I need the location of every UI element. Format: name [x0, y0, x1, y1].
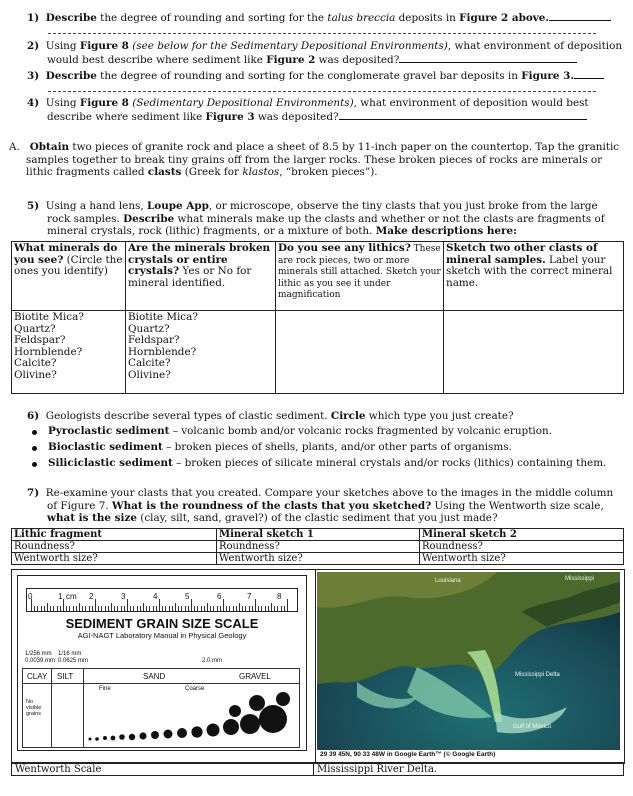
- ruler-tick: [111, 603, 112, 611]
- divider: [23, 683, 299, 684]
- ruler-tick: [114, 606, 115, 611]
- col-header: Lithic fragment: [14, 529, 102, 540]
- ruler-tick: [98, 606, 99, 611]
- grain-illustration: [85, 691, 297, 745]
- q2-number: 2): [27, 40, 40, 52]
- ruler-tick: [287, 599, 288, 611]
- q7-number: 7): [27, 487, 40, 499]
- col-header: Mineral sketch 1: [219, 529, 314, 540]
- ruler-tick: [204, 606, 205, 611]
- roundness-label: Roundness?: [14, 541, 75, 552]
- header-lithics: [276, 242, 444, 311]
- ruler-tick: [89, 606, 90, 611]
- ruler-number: 0: [28, 592, 33, 601]
- col-header: Mineral sketch 2: [422, 529, 517, 540]
- ruler-tick: [181, 606, 182, 611]
- ruler-tick: [236, 606, 237, 611]
- ruler-tick: [50, 606, 51, 611]
- ruler-tick: [146, 606, 147, 611]
- q2-answer-line[interactable]: [399, 53, 577, 63]
- ruler-tick: [121, 606, 122, 611]
- mississippi-label: Mississippi: [565, 576, 595, 582]
- q7-roundness-question: What is the roundness of the clasts that you sketched?: [111, 499, 432, 512]
- roundness-cell[interactable]: [420, 541, 624, 553]
- q4-number: 4): [27, 97, 40, 109]
- section-a-verb: Obtain: [29, 141, 70, 153]
- q5-text-3: rock samples.: [47, 212, 124, 225]
- mineral-option[interactable]: Calcite?: [14, 357, 57, 370]
- wentworth-label: Wentworth size?: [219, 553, 303, 564]
- section-a: [9, 141, 624, 179]
- ruler-tick: [140, 606, 141, 611]
- satellite-caption: 29 39 45N, 90 33 48W in Google Earth™ (© Google Earth): [320, 751, 496, 758]
- loupe-app-term: Loupe App: [146, 200, 209, 212]
- lithic-sketch-cell[interactable]: [276, 311, 444, 394]
- ruler-tick: [226, 606, 227, 611]
- q5-make-descriptions: Make descriptions here:: [375, 225, 517, 238]
- roundness-cell[interactable]: [12, 541, 217, 553]
- minerals-list[interactable]: [12, 311, 126, 394]
- mineral-option[interactable]: Biotite Mica?: [128, 311, 198, 323]
- table-body-row: [12, 311, 624, 394]
- ruler-tick: [191, 599, 192, 611]
- ruler-tick: [261, 606, 262, 611]
- ruler-tick: [249, 606, 250, 611]
- mineral-option[interactable]: Calcite?: [128, 357, 171, 370]
- q1-verb: Describe: [45, 12, 97, 24]
- q2-figure-2: Figure 2: [266, 53, 316, 66]
- col-mineral-sketch-2: [420, 529, 624, 541]
- q4-text: Using: [45, 97, 80, 109]
- ruler-tick: [34, 606, 35, 611]
- ruler-tick: [242, 606, 243, 611]
- bullet-icon: [32, 462, 37, 467]
- ruler-tick: [149, 606, 150, 611]
- caption-wentworth: [11, 762, 314, 776]
- ruler-tick: [108, 606, 109, 611]
- ruler-number: 6: [217, 592, 222, 601]
- ruler-tick: [268, 606, 269, 611]
- ruler-tick: [69, 606, 70, 611]
- caption-left-text: Wentworth Scale: [15, 764, 102, 775]
- ruler-tick: [175, 603, 176, 611]
- mineral-option[interactable]: Biotite Mica?: [14, 311, 84, 323]
- roundness-label: Roundness?: [422, 541, 483, 552]
- ruler-tick: [130, 606, 131, 611]
- header-4-text: Label your sketch with the correct mineral name.: [446, 253, 613, 289]
- ruler-number: 2: [89, 592, 94, 601]
- ruler-tick: [82, 606, 83, 611]
- boundary-label: 0.0039 mm: [25, 658, 56, 664]
- ruler-tick: [194, 606, 195, 611]
- boundary-silt-sand: [58, 651, 88, 665]
- ruler-tick: [63, 599, 64, 611]
- wentworth-cell[interactable]: [217, 553, 420, 565]
- mineral-option[interactable]: Olivine?: [128, 368, 171, 381]
- ruler-tick: [44, 606, 45, 611]
- ruler-tick: [133, 606, 134, 611]
- col-mineral-sketch-1: [217, 529, 420, 541]
- ruler-tick: [245, 606, 246, 611]
- mineral-option[interactable]: Olivine?: [14, 368, 57, 381]
- ruler-tick: [197, 606, 198, 611]
- clay-label: CLAY: [27, 672, 48, 681]
- question-5: [27, 200, 627, 238]
- louisiana-label: Louisiana: [435, 578, 461, 584]
- q3-end: .: [570, 70, 574, 82]
- q1-answer-rule[interactable]: [48, 33, 596, 34]
- boundary-clay-silt: [25, 651, 55, 665]
- broken-crystals-list[interactable]: [126, 311, 276, 394]
- caption-right-text: Mississippi River Delta.: [317, 764, 438, 775]
- ruler-tick: [265, 606, 266, 611]
- ruler-tick: [258, 606, 259, 611]
- boundary-sand-gravel: 2.0 mm: [202, 658, 223, 664]
- ruler-tick: [124, 606, 125, 611]
- ruler-tick: [284, 606, 285, 611]
- q6-text-2: which type you just create?: [365, 410, 514, 422]
- mineral-option[interactable]: Feldspar?: [14, 334, 66, 347]
- ruler-tick: [255, 599, 256, 611]
- gulf-label: Gulf of Mexico: [513, 724, 552, 730]
- ruler-tick: [229, 606, 230, 611]
- q7-size-question: what is the size: [47, 512, 137, 525]
- section-a-line-3c: , “broken pieces”).: [279, 166, 378, 179]
- q6-circle: Circle: [330, 410, 366, 422]
- ruler-tick: [274, 606, 275, 611]
- q1-number: 1): [27, 12, 40, 24]
- wentworth-cell[interactable]: [12, 553, 217, 565]
- header-3-text: These are rock pieces, two or more minerals still attached. Sketch your lithic as you see it under magnification: [278, 244, 441, 301]
- no-visible-grains-label: No visible grains: [26, 699, 42, 717]
- ruler-tick: [169, 606, 170, 611]
- ruler-tick: [165, 606, 166, 611]
- q3-text: the degree of rounding and sorting for the conglomerate gravel bar deposits in: [96, 70, 522, 82]
- q4-text-3: describe where sediment like: [47, 110, 206, 123]
- q2-italic: (see below for the Sedimentary Depositional Environments): [128, 40, 448, 52]
- question-1: [27, 11, 627, 25]
- q4-figure-3: Figure 3: [205, 110, 255, 123]
- siliciclastic-desc: – broken pieces of silicate mineral crystals and/or rocks (lithics) containing them.: [172, 457, 607, 469]
- q7-text-2: of Figure 7.: [47, 499, 112, 512]
- header-minerals-seen: [12, 242, 126, 311]
- ruler-tick: [117, 606, 118, 611]
- ruler-tick: [76, 606, 77, 611]
- q4-figure-8: Figure 8: [79, 97, 129, 109]
- ruler-tick: [47, 603, 48, 611]
- silt-label: SILT: [57, 672, 74, 681]
- scale-subtitle: AGI-NAGT Laboratory Manual in Physical Geology: [77, 631, 247, 640]
- header-broken-crystals: [126, 242, 276, 311]
- q5-describe: Describe: [123, 212, 175, 225]
- mississippi-delta-satellite: [317, 572, 620, 750]
- boundary-label: 1/16 mm: [58, 651, 82, 657]
- ruler-tick: [41, 606, 42, 611]
- ruler-tick: [223, 599, 224, 611]
- q2-text-4: was deposited?: [315, 53, 400, 66]
- sediment-type-siliciclastic[interactable]: [48, 457, 628, 470]
- ruler-tick: [57, 606, 58, 611]
- ruler-tick: [92, 606, 93, 611]
- mineral-option[interactable]: Quartz?: [14, 322, 56, 335]
- q3-answer-line[interactable]: [574, 69, 604, 79]
- ruler-tick: [252, 606, 253, 611]
- q3-number: 3): [27, 70, 40, 82]
- ruler-tick: [105, 606, 106, 611]
- ruler-tick: [178, 606, 179, 611]
- wentworth-cell[interactable]: [420, 553, 624, 565]
- ruler-number: 8: [277, 592, 282, 601]
- ruler-tick: [153, 606, 154, 611]
- satellite-image: [317, 572, 620, 750]
- q3-answer-rule[interactable]: [48, 91, 596, 92]
- q5-text-2: , or microscope, observe the tiny clasts that you just broke from the large: [208, 200, 598, 212]
- ruler-tick: [281, 606, 282, 611]
- q7-text-3: Using the Wentworth size scale,: [431, 499, 604, 512]
- divider: [83, 669, 84, 747]
- q1-text-2: deposits in: [395, 12, 460, 24]
- divider: [51, 669, 52, 747]
- section-a-line-3: lithic fragments called: [26, 166, 148, 179]
- delta-label: Mississippi Delta: [515, 672, 560, 678]
- ruler-tick: [66, 606, 67, 611]
- section-a-line-2: samples together to break tiny grains off from the larger rocks. These broken pieces of rocks are minerals or: [26, 153, 603, 166]
- header-sketch-clasts: [444, 242, 624, 311]
- ruler-tick: [217, 606, 218, 611]
- ruler-tick: [156, 606, 157, 611]
- section-a-line-1: two pieces of granite rock and place a sheet of 8.5 by 11-inch paper on the countertop. Tap the granitic: [69, 141, 620, 153]
- mineral-option[interactable]: Feldspar?: [128, 334, 180, 347]
- klastos-term: klastos: [242, 166, 280, 179]
- q6-number: 6): [27, 410, 40, 422]
- ruler-tick: [85, 606, 86, 611]
- q5-number: 5): [27, 200, 40, 212]
- ruler-tick: [73, 606, 74, 611]
- clasts-term: clasts: [147, 166, 182, 179]
- ruler-tick: [143, 603, 144, 611]
- q6-text: Geologists describe several types of clastic sediment.: [45, 410, 331, 422]
- boundary-label: 1/256 mm: [25, 651, 52, 657]
- q4-text-4: was deposited?: [254, 110, 339, 123]
- q5-text-5: mineral crystals, rock (lithic) fragments, or a mixture of both.: [47, 225, 376, 238]
- ruler-tick: [79, 603, 80, 611]
- question-4: [27, 97, 627, 123]
- bioclastic-desc: – broken pieces of shells, plants, and/or other parts of organisms.: [162, 441, 512, 453]
- caption-delta: [314, 762, 624, 776]
- header-4-bold: Sketch two other clasts of mineral samples.: [446, 242, 598, 266]
- q1-text: the degree of rounding and sorting for the: [96, 12, 328, 24]
- ruler-tick: [127, 599, 128, 611]
- q3-verb: Describe: [45, 70, 97, 82]
- header-2-bold: Are the minerals broken crystals or entire crystals?: [128, 242, 271, 278]
- q2-text: Using: [45, 40, 80, 52]
- q4-italic: (Sedimentary Depositional Environments): [128, 97, 354, 109]
- bioclastic-term: Bioclastic sediment: [48, 441, 163, 453]
- ruler-tick: [277, 606, 278, 611]
- ruler-tick: [188, 606, 189, 611]
- pyroclastic-desc: – volcanic bomb and/or volcanic rocks fragmented by volcanic eruption.: [169, 425, 552, 437]
- gravel-label: GRAVEL: [239, 672, 271, 681]
- q5-text: Using a hand lens,: [45, 200, 147, 212]
- q4-text-2: , what environment of deposition would best: [353, 97, 589, 109]
- ruler-tick: [185, 606, 186, 611]
- q2-text-2: , what environment of deposition: [447, 40, 623, 52]
- ruler-tick: [271, 603, 272, 611]
- ruler-tick: [162, 606, 163, 611]
- coarse-label: Coarse: [185, 686, 205, 692]
- clast-sketch-cell[interactable]: [444, 311, 624, 394]
- q2-text-3: would best describe where sediment like: [47, 53, 267, 66]
- section-a-letter: A.: [9, 141, 20, 153]
- question-7: [27, 487, 627, 525]
- ruler-tick: [95, 599, 96, 611]
- question-3: [27, 69, 627, 83]
- ruler-unit: cm: [66, 592, 77, 601]
- header-2-text: Yes or No for mineral identified.: [128, 265, 252, 289]
- ruler-tick: [137, 606, 138, 611]
- header-1-bold: What minerals do you see?: [14, 242, 118, 266]
- bullet-icon: [32, 446, 37, 451]
- sediment-type-bioclastic[interactable]: [48, 441, 628, 454]
- q7-text: Re-examine your clasts that you created. Compare your sketches above to the images in the middle column: [45, 487, 614, 499]
- ruler-number: 1: [58, 592, 63, 601]
- ruler-number: 3: [121, 592, 126, 601]
- ruler-tick: [207, 603, 208, 611]
- ruler-tick: [213, 606, 214, 611]
- header-1-text: (Circle the ones you identify): [14, 253, 123, 278]
- ruler-number: 7: [247, 592, 252, 601]
- q1-figure: Figure 2: [459, 12, 509, 24]
- sediment-grain-size-scale: [17, 575, 307, 751]
- question-6: [27, 410, 627, 423]
- ruler-tick: [159, 599, 160, 611]
- ruler-tick: [101, 606, 102, 611]
- wentworth-label: Wentworth size?: [422, 553, 506, 564]
- wentworth-label: Wentworth size?: [14, 553, 98, 564]
- clast-summary-table: [11, 528, 624, 565]
- mineral-option[interactable]: Hornblende?: [128, 345, 197, 358]
- roundness-cell[interactable]: [217, 541, 420, 553]
- mineral-option[interactable]: Quartz?: [128, 322, 170, 335]
- ruler-tick: [37, 606, 38, 611]
- q3-figure: Figure 3: [521, 70, 571, 82]
- ruler-tick: [233, 606, 234, 611]
- question-2: [27, 40, 627, 66]
- sand-label: SAND: [143, 672, 166, 681]
- q1-term: talus breccia: [327, 12, 396, 24]
- scale-title: SEDIMENT GRAIN SIZE SCALE: [65, 616, 259, 631]
- ruler-tick: [239, 603, 240, 611]
- ruler-tick: [53, 606, 54, 611]
- sediment-type-pyroclastic[interactable]: [48, 425, 628, 438]
- bullet-icon: [32, 430, 37, 435]
- boundary-label: 0.0625 mm: [58, 658, 89, 664]
- ruler-tick: [220, 606, 221, 611]
- ruler-tick: [60, 606, 61, 611]
- col-lithic-fragment: [12, 529, 217, 541]
- q7-text-4: (clay, silt, sand, gravel?) of the clastic sediment that you just made?: [136, 512, 498, 525]
- ruler-number: 4: [153, 592, 158, 601]
- mineral-observation-table: [11, 241, 624, 394]
- section-a-line-3b: (Greek for: [181, 166, 243, 179]
- ruler-tick: [172, 606, 173, 611]
- header-3-bold: Do you see any lithics?: [278, 242, 411, 254]
- q5-text-4: what minerals make up the clasts and whether or not the clasts are fragments of: [174, 212, 605, 225]
- fine-label: Fine: [99, 686, 111, 692]
- mineral-option[interactable]: Hornblende?: [14, 345, 83, 358]
- q2-figure-8: Figure 8: [79, 40, 129, 52]
- ruler-tick: [201, 606, 202, 611]
- q1-answer-line[interactable]: [549, 11, 611, 21]
- table-header-row: [12, 242, 624, 311]
- pyroclastic-term: Pyroclastic sediment: [48, 425, 170, 437]
- q4-answer-line[interactable]: [339, 110, 587, 120]
- siliciclastic-term: Siliciclastic sediment: [48, 457, 173, 469]
- grain-size-chart: [22, 668, 300, 748]
- ruler-tick: [210, 606, 211, 611]
- roundness-label: Roundness?: [219, 541, 280, 552]
- q1-end: above.: [508, 12, 550, 24]
- ruler-number: 5: [185, 592, 190, 601]
